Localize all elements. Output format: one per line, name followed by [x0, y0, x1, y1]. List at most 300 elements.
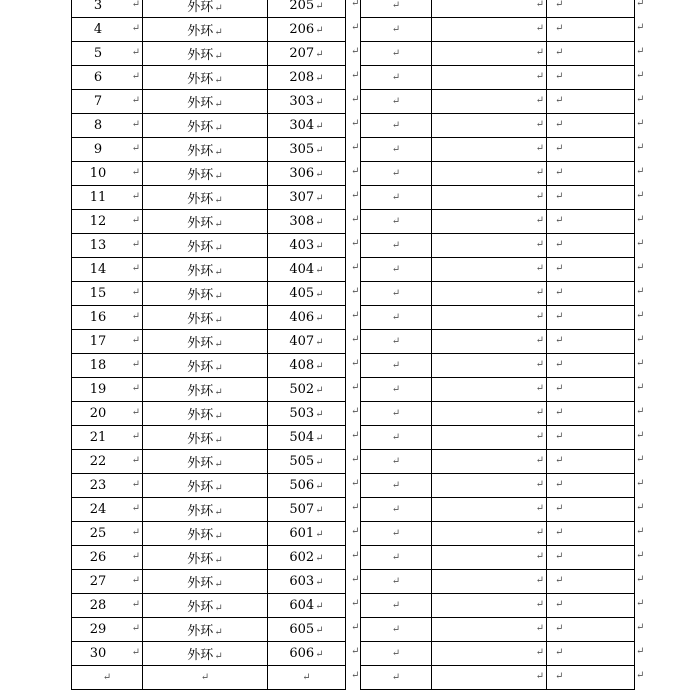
paragraph-mark: ↵: [535, 0, 544, 10]
table-row: [361, 570, 635, 594]
area-cell: [143, 42, 268, 66]
empty-cell: [432, 66, 547, 90]
paragraph-mark: ↵: [535, 119, 544, 130]
empty-cell: [432, 138, 547, 162]
empty-cell: [547, 66, 635, 90]
table-row: [361, 162, 635, 186]
area-text: 外环: [187, 216, 214, 231]
empty-cell: [432, 234, 547, 258]
paragraph-mark: ↵: [214, 555, 223, 566]
paragraph-mark: ↵: [535, 647, 544, 658]
empty-cell: [432, 426, 547, 450]
row-number: 20: [89, 406, 107, 421]
room-cell: [268, 642, 346, 666]
empty-cell: [432, 354, 547, 378]
area-text: 外环: [187, 576, 214, 591]
paragraph-mark: ↵: [535, 431, 544, 442]
row-number-cell: [72, 570, 143, 594]
paragraph-mark: ↵: [535, 527, 544, 538]
paragraph-mark: ↵: [315, 169, 324, 180]
table-row: [72, 474, 346, 498]
paragraph-mark: ↵: [351, 334, 360, 345]
area-cell: [143, 378, 268, 402]
paragraph-mark: ↵: [131, 23, 140, 34]
paragraph-mark: ↵: [636, 502, 645, 513]
paragraph-mark: ↵: [131, 407, 140, 418]
paragraph-mark: ↵: [636, 0, 645, 9]
table-row: [361, 642, 635, 666]
paragraph-mark: ↵: [555, 167, 564, 178]
paragraph-mark: ↵: [555, 623, 564, 634]
empty-cell: [361, 546, 432, 570]
row-number-cell: [72, 642, 143, 666]
empty-cell: [547, 618, 635, 642]
paragraph-mark: ↵: [636, 670, 645, 681]
paragraph-mark: ↵: [391, 48, 401, 59]
row-number: 30: [89, 646, 107, 661]
empty-cell: [547, 570, 635, 594]
room-number: 206: [289, 22, 315, 37]
paragraph-mark: ↵: [636, 94, 645, 105]
empty-cell: [361, 402, 432, 426]
paragraph-mark: ↵: [351, 406, 360, 417]
paragraph-mark: ↵: [391, 576, 401, 587]
paragraph-mark: ↵: [636, 22, 645, 33]
paragraph-mark: ↵: [535, 23, 544, 34]
table-row: [72, 546, 346, 570]
row-number: 13: [89, 238, 107, 253]
empty-cell: [361, 210, 432, 234]
empty-cell: [361, 162, 432, 186]
paragraph-mark: ↵: [636, 454, 645, 465]
row-number-cell: [72, 498, 143, 522]
paragraph-mark: ↵: [131, 143, 140, 154]
table-row: [72, 330, 346, 354]
paragraph-mark: ↵: [535, 455, 544, 466]
paragraph-mark: ↵: [535, 479, 544, 490]
area-cell: [143, 570, 268, 594]
room-cell: [268, 498, 346, 522]
paragraph-mark: ↵: [555, 551, 564, 562]
paragraph-mark: ↵: [555, 503, 564, 514]
table-row: [361, 66, 635, 90]
paragraph-mark: ↵: [555, 671, 564, 682]
paragraph-mark: ↵: [214, 363, 223, 374]
room-cell: [268, 138, 346, 162]
paragraph-mark: ↵: [391, 552, 401, 563]
row-number-cell: [72, 210, 143, 234]
paragraph-mark: ↵: [214, 51, 223, 62]
right-table: [360, 0, 635, 690]
paragraph-mark: ↵: [102, 672, 112, 683]
room-cell: [268, 42, 346, 66]
table-row: [361, 114, 635, 138]
table-row: [361, 258, 635, 282]
paragraph-mark: ↵: [636, 646, 645, 657]
table-row: [72, 138, 346, 162]
table-row: [361, 474, 635, 498]
empty-cell: [361, 306, 432, 330]
empty-cell: [547, 210, 635, 234]
paragraph-mark: ↵: [131, 551, 140, 562]
paragraph-mark: ↵: [351, 22, 360, 33]
empty-cell: [547, 282, 635, 306]
paragraph-mark: ↵: [315, 457, 324, 468]
paragraph-mark: ↵: [391, 648, 401, 659]
area-text: 外环: [187, 456, 214, 471]
empty-cell: [361, 138, 432, 162]
table-row: [72, 378, 346, 402]
room-number: 205: [289, 0, 315, 13]
table-row: [361, 138, 635, 162]
row-number-cell: [72, 546, 143, 570]
paragraph-mark: ↵: [636, 358, 645, 369]
empty-cell: [547, 546, 635, 570]
room-cell: [268, 18, 346, 42]
row-number: 24: [89, 502, 107, 517]
row-number-cell: [72, 354, 143, 378]
area-cell: [143, 402, 268, 426]
paragraph-mark: ↵: [200, 672, 210, 683]
paragraph-mark: ↵: [351, 310, 360, 321]
empty-cell: [432, 546, 547, 570]
table-row: [361, 186, 635, 210]
paragraph-mark: ↵: [391, 672, 401, 683]
table-row: [72, 186, 346, 210]
table-row: [72, 426, 346, 450]
paragraph-mark: ↵: [535, 407, 544, 418]
paragraph-mark: ↵: [391, 384, 401, 395]
table-row: [72, 498, 346, 522]
row-number-cell: [72, 594, 143, 618]
row-number: 11: [89, 190, 107, 205]
paragraph-mark: ↵: [535, 623, 544, 634]
row-number-cell: [72, 618, 143, 642]
paragraph-mark: ↵: [351, 166, 360, 177]
area-cell: [143, 162, 268, 186]
paragraph-mark: ↵: [315, 385, 324, 396]
empty-cell: [547, 402, 635, 426]
empty-cell: [547, 378, 635, 402]
paragraph-mark: ↵: [315, 49, 324, 60]
area-text: 外环: [187, 600, 214, 615]
paragraph-mark: ↵: [555, 431, 564, 442]
area-cell: [143, 186, 268, 210]
row-number-cell: [72, 162, 143, 186]
paragraph-mark: ↵: [351, 118, 360, 129]
area-cell: [143, 426, 268, 450]
paragraph-mark: ↵: [315, 625, 324, 636]
area-cell: [143, 210, 268, 234]
room-number: 606: [289, 646, 315, 661]
room-cell: [268, 162, 346, 186]
paragraph-mark: ↵: [636, 310, 645, 321]
table-row: [361, 378, 635, 402]
empty-cell: [432, 282, 547, 306]
paragraph-mark: ↵: [555, 647, 564, 658]
paragraph-mark: ↵: [131, 623, 140, 634]
paragraph-mark: ↵: [351, 598, 360, 609]
paragraph-mark: ↵: [214, 171, 223, 182]
area-cell: [143, 258, 268, 282]
area-text: 外环: [187, 192, 214, 207]
row-number-cell: [72, 66, 143, 90]
paragraph-mark: ↵: [214, 27, 223, 38]
row-number-cell: [72, 234, 143, 258]
room-number: 503: [289, 406, 315, 421]
row-number-cell: [72, 90, 143, 114]
paragraph-mark: ↵: [555, 407, 564, 418]
row-number-cell: [72, 378, 143, 402]
room-cell: [268, 66, 346, 90]
paragraph-mark: ↵: [555, 311, 564, 322]
area-text: 外环: [187, 264, 214, 279]
paragraph-mark: ↵: [315, 409, 324, 420]
paragraph-mark: ↵: [391, 240, 401, 251]
room-cell: [268, 282, 346, 306]
empty-cell: [432, 402, 547, 426]
row-number: 7: [93, 94, 103, 109]
paragraph-mark: ↵: [391, 24, 401, 35]
paragraph-mark: ↵: [302, 672, 311, 683]
paragraph-mark: ↵: [636, 622, 645, 633]
paragraph-mark: ↵: [214, 435, 223, 446]
table-row: [361, 354, 635, 378]
paragraph-mark: ↵: [636, 526, 645, 537]
room-cell: [268, 234, 346, 258]
paragraph-mark: ↵: [131, 599, 140, 610]
paragraph-mark: ↵: [391, 192, 401, 203]
table-row: [361, 450, 635, 474]
paragraph-mark: ↵: [636, 382, 645, 393]
area-text: 外环: [187, 48, 214, 63]
paragraph-mark: ↵: [131, 575, 140, 586]
room-cell: [268, 90, 346, 114]
row-number-cell: [72, 402, 143, 426]
area-text: 外环: [187, 624, 214, 639]
paragraph-mark: ↵: [315, 553, 324, 564]
empty-cell: [432, 450, 547, 474]
row-number: 18: [89, 358, 107, 373]
paragraph-mark: ↵: [131, 647, 140, 658]
paragraph-mark: ↵: [391, 360, 401, 371]
paragraph-mark: ↵: [535, 167, 544, 178]
paragraph-mark: ↵: [535, 575, 544, 586]
row-number-cell: [72, 114, 143, 138]
paragraph-mark: ↵: [214, 123, 223, 134]
empty-cell: [547, 114, 635, 138]
table-row: [361, 0, 635, 18]
paragraph-mark: ↵: [315, 241, 324, 252]
room-number: 404: [289, 262, 315, 277]
paragraph-mark: ↵: [131, 239, 140, 250]
paragraph-mark: ↵: [636, 550, 645, 561]
paragraph-mark: ↵: [391, 528, 401, 539]
area-text: 外环: [187, 240, 214, 255]
table-row: [72, 162, 346, 186]
paragraph-mark: ↵: [555, 479, 564, 490]
area-cell: [143, 498, 268, 522]
paragraph-mark: ↵: [315, 217, 324, 228]
area-cell: [143, 594, 268, 618]
paragraph-mark: ↵: [535, 383, 544, 394]
paragraph-mark: ↵: [214, 147, 223, 158]
paragraph-mark: ↵: [636, 262, 645, 273]
room-cell: [268, 210, 346, 234]
paragraph-mark: ↵: [535, 239, 544, 250]
paragraph-mark: ↵: [535, 503, 544, 514]
paragraph-mark: ↵: [636, 118, 645, 129]
paragraph-mark: ↵: [351, 142, 360, 153]
room-number: 406: [289, 310, 315, 325]
paragraph-mark: ↵: [555, 359, 564, 370]
area-cell: [143, 354, 268, 378]
row-number: 5: [93, 46, 103, 61]
paragraph-mark: ↵: [636, 70, 645, 81]
empty-cell: [432, 618, 547, 642]
paragraph-mark: ↵: [351, 454, 360, 465]
paragraph-mark: ↵: [391, 480, 401, 491]
paragraph-mark: ↵: [131, 527, 140, 538]
table-row: [361, 42, 635, 66]
table-row: [361, 306, 635, 330]
area-text: 外环: [187, 288, 214, 303]
empty-cell: [432, 378, 547, 402]
empty-cell: [361, 0, 432, 18]
row-number: 4: [93, 22, 103, 37]
area-cell: [143, 66, 268, 90]
table-row: [361, 594, 635, 618]
area-cell: [143, 0, 268, 18]
paragraph-mark: ↵: [535, 47, 544, 58]
empty-cell: [432, 570, 547, 594]
table-row: [72, 522, 346, 546]
room-number: 305: [289, 142, 315, 157]
paragraph-mark: ↵: [131, 0, 140, 10]
empty-cell: [361, 618, 432, 642]
table-row: [361, 18, 635, 42]
paragraph-mark: ↵: [351, 382, 360, 393]
paragraph-mark: ↵: [131, 479, 140, 490]
row-number: 21: [89, 430, 107, 445]
paragraph-mark: ↵: [315, 337, 324, 348]
empty-cell: [547, 42, 635, 66]
empty-cell: [547, 474, 635, 498]
area-cell: [143, 282, 268, 306]
room-cell: [268, 354, 346, 378]
table-row: [72, 402, 346, 426]
empty-cell: [361, 18, 432, 42]
room-cell: [268, 618, 346, 642]
room-cell: [268, 306, 346, 330]
paragraph-mark: ↵: [535, 143, 544, 154]
empty-cell: [547, 306, 635, 330]
paragraph-mark: ↵: [535, 71, 544, 82]
paragraph-mark: ↵: [315, 145, 324, 156]
paragraph-mark: ↵: [535, 191, 544, 202]
paragraph-mark: ↵: [214, 507, 223, 518]
empty-cell: [361, 258, 432, 282]
room-number: 502: [289, 382, 315, 397]
room-number: 306: [289, 166, 315, 181]
empty-cell: [432, 522, 547, 546]
area-text: 外环: [187, 336, 214, 351]
paragraph-mark: ↵: [535, 359, 544, 370]
paragraph-mark: ↵: [636, 574, 645, 585]
paragraph-mark: ↵: [351, 190, 360, 201]
paragraph-mark: ↵: [214, 267, 223, 278]
paragraph-mark: ↵: [351, 238, 360, 249]
table-row: [72, 258, 346, 282]
empty-cell: [432, 306, 547, 330]
paragraph-mark: ↵: [214, 579, 223, 590]
paragraph-mark: ↵: [555, 119, 564, 130]
paragraph-mark: ↵: [391, 120, 401, 131]
paragraph-mark: ↵: [391, 432, 401, 443]
row-number: 17: [89, 334, 107, 349]
paragraph-mark: ↵: [391, 0, 401, 11]
area-cell: [143, 522, 268, 546]
row-number: 23: [89, 478, 107, 493]
empty-cell: [361, 570, 432, 594]
paragraph-mark: ↵: [315, 289, 324, 300]
empty-cell: [361, 186, 432, 210]
paragraph-mark: ↵: [351, 622, 360, 633]
empty-cell: [432, 498, 547, 522]
table-row: [72, 594, 346, 618]
paragraph-mark: ↵: [214, 459, 223, 470]
paragraph-mark: ↵: [214, 411, 223, 422]
area-cell: [143, 114, 268, 138]
paragraph-mark: ↵: [351, 0, 360, 9]
row-number-cell: [72, 282, 143, 306]
row-number: 19: [89, 382, 107, 397]
empty-cell: [361, 594, 432, 618]
paragraph-mark: ↵: [535, 263, 544, 274]
area-cell: [143, 450, 268, 474]
row-number-cell: [72, 0, 143, 18]
paragraph-mark: ↵: [555, 215, 564, 226]
paragraph-mark: ↵: [555, 455, 564, 466]
row-number: 10: [89, 166, 107, 181]
empty-cell: [361, 426, 432, 450]
row-number-cell: [72, 258, 143, 282]
paragraph-mark: ↵: [315, 577, 324, 588]
room-number: 506: [289, 478, 315, 493]
row-number: 26: [89, 550, 107, 565]
area-text: 外环: [187, 504, 214, 519]
room-number: 601: [289, 526, 315, 541]
paragraph-mark: ↵: [391, 216, 401, 227]
empty-cell: [432, 258, 547, 282]
room-number: 307: [289, 190, 315, 205]
area-text: 外环: [187, 432, 214, 447]
row-number: 28: [89, 598, 107, 613]
empty-cell: [547, 138, 635, 162]
room-number: 308: [289, 214, 315, 229]
empty-cell: [547, 90, 635, 114]
paragraph-mark: ↵: [315, 25, 324, 36]
empty-cell: [432, 0, 547, 18]
paragraph-mark: ↵: [391, 600, 401, 611]
row-number: 12: [89, 214, 107, 229]
paragraph-mark: ↵: [636, 214, 645, 225]
paragraph-mark: ↵: [351, 502, 360, 513]
table-row: [72, 306, 346, 330]
paragraph-mark: ↵: [315, 265, 324, 276]
empty-cell: [361, 498, 432, 522]
paragraph-mark: ↵: [315, 649, 324, 660]
